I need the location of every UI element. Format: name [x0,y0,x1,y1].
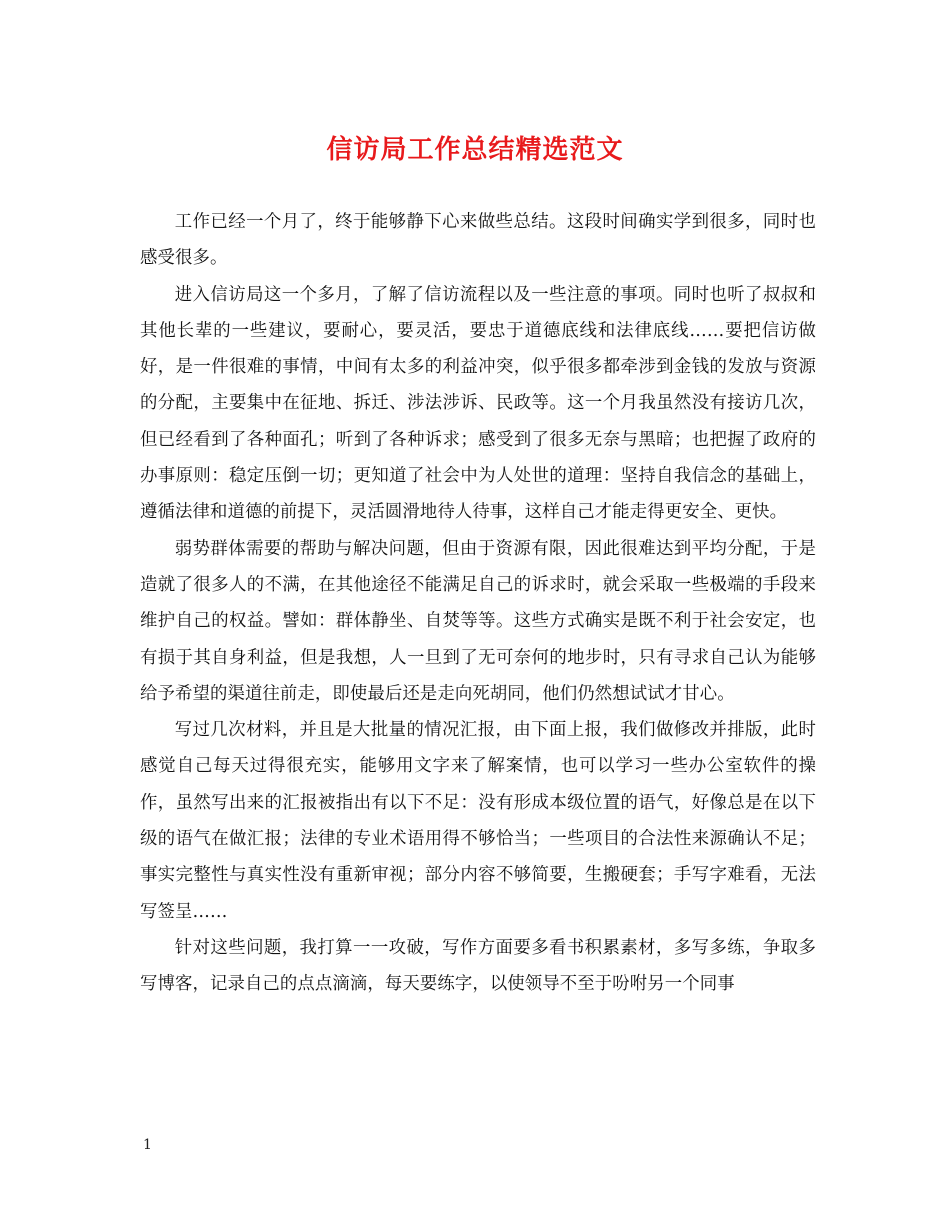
paragraph-5: 针对这些问题，我打算一一攻破，写作方面要多看书积累素材，多写多练，争取多写博客，记录自己的点点滴滴，每天要练字，以使领导不至于吩咐另一个同事 [140,937,816,995]
paragraph-1: 工作已经一个月了，终于能够静下心来做些总结。这段时间确实学到很多，同时也感受很多。 [140,212,816,269]
page-number: 1 [143,1137,152,1153]
document-body [140,204,816,1003]
paragraph-4: 写过几次材料，并且是大批量的情况汇报，由下面上报，我们做修改并排版，此时感觉自己每天过得很充实，能够用文字来了解案情，也可以学习一些办公室软件的操作，虽然写出来的汇报被指出有以下不足：没有形成本级位置的语气，好像总是在以下级的语气在做汇报；法律的专业术语用得不够恰当；一些项目的合法性来源确认不足；事实完整性与真实性没有重新审视；部分内容不够简要，生搬硬套；手写字难看，无法写签呈…… [140,720,816,922]
page-title: 信访局工作总结精选范文 [326,135,624,165]
paragraph-2: 进入信访局这一个多月，了解了信访流程以及一些注意的事项。同时也听了叔叔和其他长辈的一些建议，要耐心，要灵活，要忠于道德底线和法律底线……要把信访做好，是一件很难的事情，中间有太多的利益冲突，似乎很多都牵涉到金钱的发放与资源的分配，主要集中在征地、拆迁、涉法涉诉、民政等。这一个月我虽然没有接访几次，但已经看到了各种面孔；听到了各种诉求；感受到了很多无奈与黑暗；也把握了政府的办事原则：稳定压倒一切；更知道了社会中为人处世的道理：坚持自我信念的基础上，遵循法律和道德的前提下，灵活圆滑地待人待事，这样自己才能走得更安全、更快。 [140,284,816,523]
paragraph-3: 弱势群体需要的帮助与解决问题，但由于资源有限，因此很难达到平均分配，于是造就了很多人的不满，在其他途径不能满足自己的诉求时，就会采取一些极端的手段来维护自己的权益。譬如：群体静坐、自焚等等。这些方式确实是既不利于社会安定，也有损于其自身利益，但是我想，人一旦到了无可奈何的地步时，只有寻求自己认为能够给予希望的渠道往前走，即使最后还是走向死胡同，他们仍然想试试才甘心。 [140,538,816,704]
